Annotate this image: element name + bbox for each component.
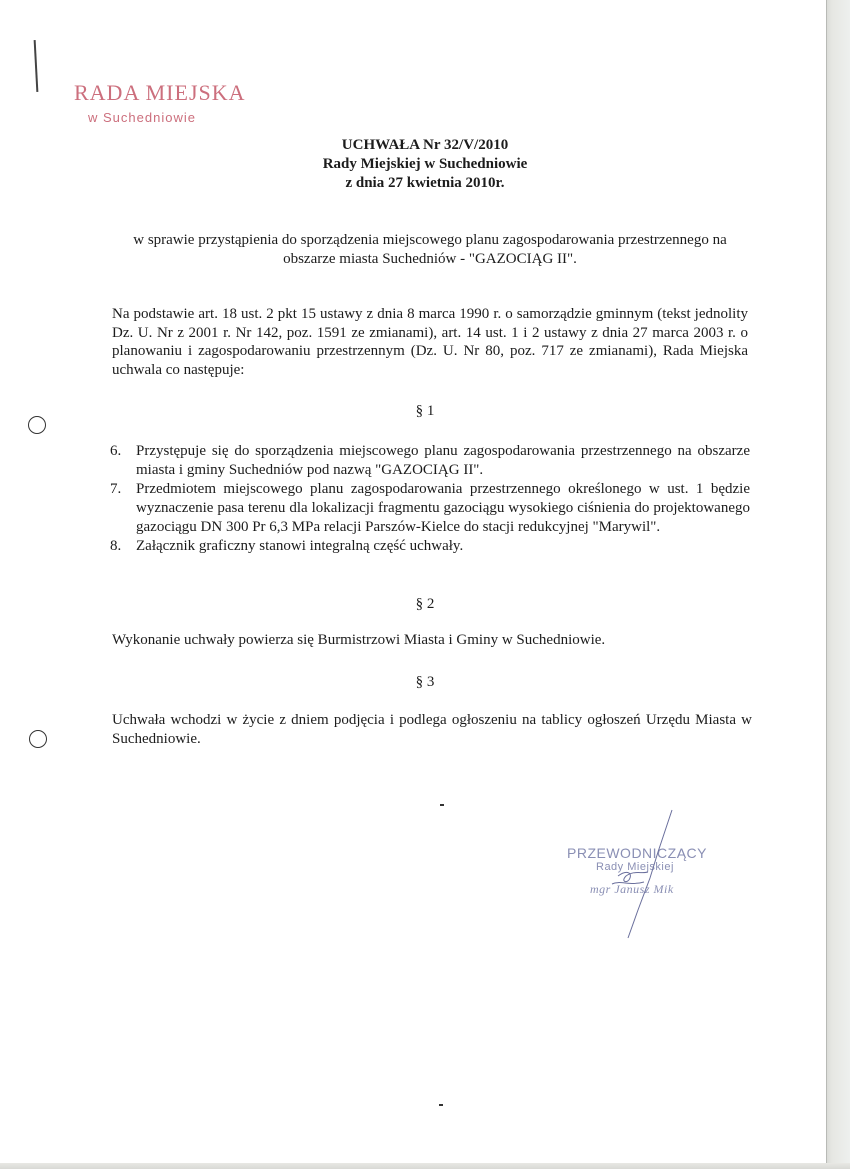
- signature-block: [560, 800, 720, 940]
- council-stamp: [74, 80, 274, 125]
- resolution-subject: w sprawie przystąpienia do sporządzenia miejscowego planu zagospodarowania przestrzennego na obszarze miasta Suchedniów - "GAZOCIĄG II".: [133, 232, 727, 267]
- chairman-stamp-subtitle: Rady Miejskiej: [596, 861, 674, 873]
- list-item-number: 6.: [110, 443, 122, 459]
- list-item: [110, 537, 750, 556]
- section-2-heading: § 2: [415, 596, 435, 612]
- resolution-title: UCHWAŁA Nr 32/V/2010: [341, 137, 509, 153]
- list-item-number: 8.: [110, 538, 122, 554]
- section-1-list: [110, 442, 750, 556]
- section-2-text: Wykonanie uchwały powierza się Burmistrzowi Miasta i Gminy w Suchedniowie.: [112, 632, 606, 648]
- list-item: [110, 442, 750, 480]
- list-item: [110, 480, 750, 537]
- resolution-header: [0, 136, 850, 193]
- margin-pen-mark: [34, 40, 39, 92]
- resolution-issuer: Rady Miejskiej w Suchedniowie: [322, 156, 528, 172]
- section-3-text: Uchwała wchodzi w życie z dniem podjęcia i podlega ogłoszeniu na tablicy ogłoszeń Urzędu Miasta w Suchedniowie.: [112, 712, 752, 747]
- scan-dot: [439, 1104, 443, 1106]
- list-item-text: Załącznik graficzny stanowi integralną część uchwały.: [136, 538, 464, 554]
- section-1-heading: § 1: [415, 403, 435, 419]
- handwritten-signature: [560, 800, 720, 940]
- chairman-stamp-title: PRZEWODNICZĄCY: [567, 845, 707, 861]
- list-item-text: Przedmiotem miejscowego planu zagospodarowania przestrzennego określonego w ust. 1 będzie wyznaczenie pasa terenu dla lokalizacji fragmentu gazociągu wysokiego ciśnienia do projektowanego gazociągu DN 300 Pr 6,3 MPa relacji Parszów-Kielce do stacji redukcyjnej "Marywil".: [136, 481, 750, 535]
- list-item-text: Przystępuje się do sporządzenia miejscowego planu zagospodarowania przestrzennego na obszarze miasta i gminy Suchedniów pod nazwą "GAZOCIĄG II".: [136, 443, 750, 478]
- stamp-line1: RADA MIEJSKA: [74, 80, 246, 105]
- punch-hole: [29, 730, 47, 748]
- scan-edge-bottom: [0, 1163, 850, 1169]
- stamp-line2: w Suchedniowie: [88, 110, 196, 125]
- scan-dot: [440, 804, 444, 806]
- list-item-number: 7.: [110, 481, 122, 497]
- section-3-heading: § 3: [415, 674, 435, 690]
- punch-hole: [28, 416, 46, 434]
- chairman-stamp-name: mgr Janusz Mik: [590, 882, 674, 896]
- legal-basis-paragraph: Na podstawie art. 18 ust. 2 pkt 15 ustawy z dnia 8 marca 1990 r. o samorządzie gminnym (tekst jednolity Dz. U. Nr z 2001 r. Nr 142, poz. 1591 ze zmianami), art. 14 ust. 1 i 2 ustawy z dnia 27 marca 2003 r. o planowaniu i zagospodarowaniu przestrzennym (Dz. U. Nr 80, poz. 717 ze zmianami), Rada Miejska uchwala co następuje:: [112, 306, 748, 378]
- resolution-date: z dnia 27 kwietnia 2010r.: [345, 175, 505, 191]
